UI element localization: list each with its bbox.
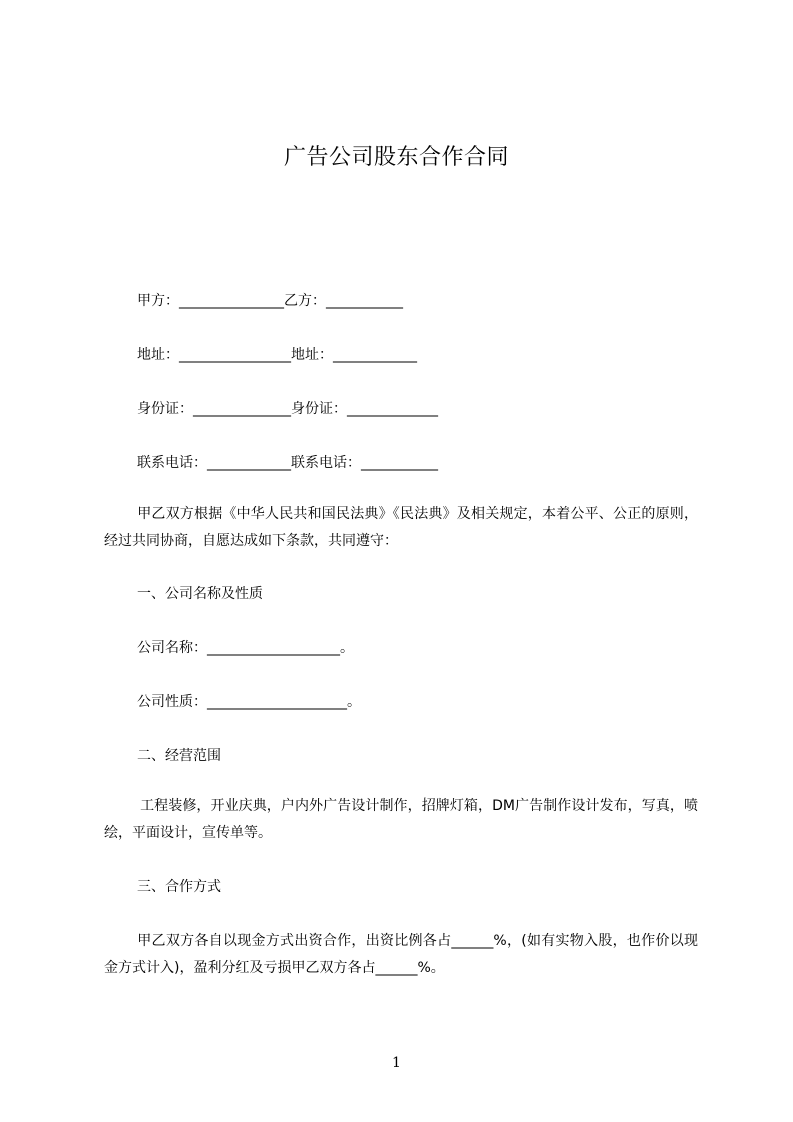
page-number: 1 (392, 1055, 401, 1071)
id-card-line: 身份证：______________身份证：_____________ (137, 401, 438, 417)
phone-line: 联系电话：____________联系电话：___________ (137, 455, 438, 471)
section-2-heading: 二、经营范围 (137, 748, 221, 764)
cooperation-text: 甲乙双方各自以现金方式出资合作，出资比例各占______%，(如有实物入股，也作价以现金方式计入)，盈利分红及亏损甲乙双方各占______%。 (104, 933, 698, 976)
company-name-line: 公司名称：___________________。 (137, 640, 354, 656)
address-line: 地址：________________地址：____________ (137, 347, 417, 363)
contract-title: 广告公司股东合作合同 (283, 145, 509, 170)
section-3-heading: 三、合作方式 (137, 879, 221, 895)
party-line: 甲方：_______________乙方：___________ (137, 293, 403, 309)
company-nature-line: 公司性质：____________________。 (137, 694, 361, 710)
business-scope-paragraph (104, 793, 698, 847)
preamble-text: 甲乙双方根据《中华人民共和国民法典》《民法典》及相关规定，本着公平、公正的原则，经过共同协商，自愿达成如下条款，共同遵守： (104, 506, 698, 549)
section-1-heading: 一、公司名称及性质 (137, 586, 263, 602)
business-scope-text: 工程装修，开业庆典，户内外广告设计制作，招牌灯箱，DM广告制作设计发布，写真，喷绘，平面设计，宣传单等。 (104, 798, 698, 841)
preamble-paragraph (104, 501, 698, 555)
cooperation-paragraph (104, 928, 698, 982)
